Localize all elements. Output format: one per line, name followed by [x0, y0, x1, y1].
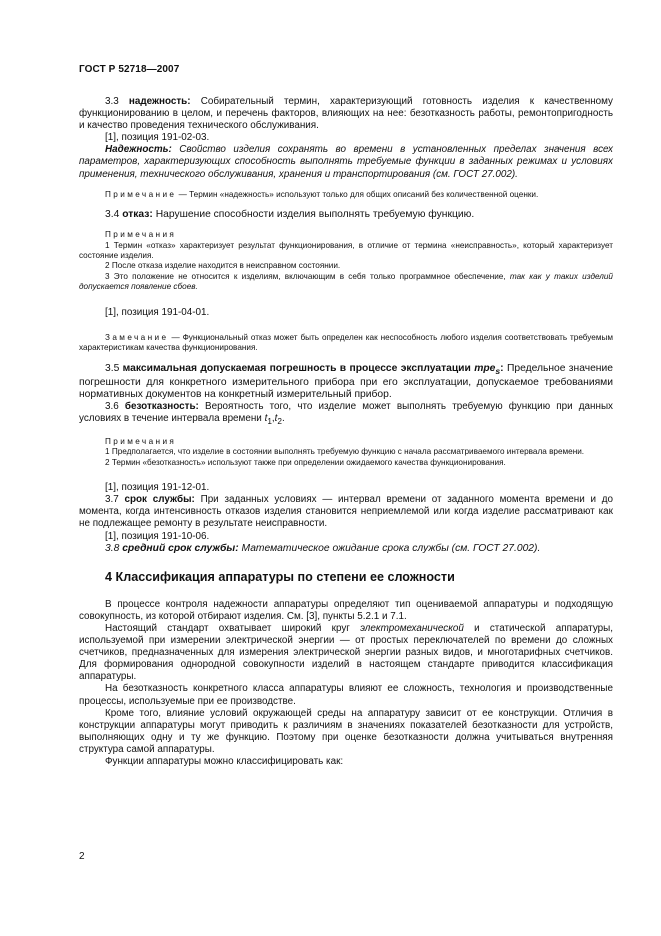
remark-text: — Функциональный отказ может быть определен как неспособность любого изделия соответствовать требуемым характеристикам качества функционирования. — [79, 332, 613, 353]
note-label: Примечание — [105, 189, 177, 199]
term-name: отказ: — [122, 209, 153, 221]
term-3-3 — [79, 96, 613, 132]
note-item: 1 Предполагается, что изделие в состоянии выполнять требуемую функцию с начала рассматриваемого интервала времени. — [105, 447, 585, 457]
term-number: 3.7 — [105, 494, 119, 506]
term-definition: При заданных условиях — интервал времени от заданного момента времени и до момента, когда интенсивность отказов изделия становится неприемлемой или когда изделие рассматривают как не подлежащее ремонту в результате неисправности. — [79, 494, 614, 530]
note-item: 2 Термин «безотказность» используют также при определении ожидаемого качества функционирования. — [105, 457, 506, 467]
time-symbol: t — [264, 412, 268, 424]
notes-block — [79, 230, 613, 292]
term-name: средний срок службы: — [122, 542, 239, 554]
note-text: 3 Это положение не относится к изделиям, включающим в себя только программное обеспечение, — [105, 271, 506, 281]
note-item: 2 После отказа изделие находится в неисправном состоянии. — [105, 261, 341, 271]
paragraph-text: и статической аппаратуры, используемой при измерении электрической энергии — от простых переключателей по времени до сложных счетчиков, предназначенных для измерения электрической энергии разных видов, и многотарифных счетчиков. Для формирования однородной совокупности изделий в настоящем стандарте приводится классификация аппаратуры. — [79, 622, 613, 683]
note-text: — Термин «надежность» используют только для общих описаний без количественной оценки. — [178, 189, 539, 199]
paragraph — [79, 623, 613, 683]
page-number: 2 — [79, 851, 85, 862]
note-italic-text: так как у таких изделий допускается появление сбоев. — [79, 271, 613, 292]
term-reference: [1], позиция 191-02-03. — [105, 132, 210, 144]
paragraph: Функции аппаратуры можно классифицировать как: — [105, 755, 344, 767]
term-definition: Собирательный термин, характеризующий готовность изделия к качественному функционированию в целом, и перечень факторов, влияющих на нее: безотказность работы, ремонтопригодность и качество проведения технического обслуживания. — [79, 96, 613, 132]
term-definition: Вероятность того, что изделие может выполнять требуемую функцию при данных условиях в течение интервала времени — [79, 400, 613, 424]
term-number: 3.3 — [105, 96, 119, 107]
term-name: максимальная допускаемая погрешность в процессе эксплуатации — [122, 362, 471, 374]
notes-label: Примечания — [105, 230, 177, 240]
term-number: 3.5 — [105, 362, 120, 374]
term-reference: [1], позиция 191-10-06. — [105, 530, 210, 542]
term-number: 3.6 — [105, 400, 119, 412]
note-block — [79, 190, 613, 200]
notes-block — [79, 437, 613, 468]
term-3-8 — [79, 543, 613, 555]
remark-block — [79, 333, 613, 354]
term-name: надежность: — [128, 96, 191, 107]
term-symbol-colon: : — [500, 362, 504, 374]
term-name: срок службы: — [124, 494, 195, 506]
period: . — [282, 412, 285, 424]
document-header: ГОСТ Р 52718—2007 — [79, 64, 180, 75]
term-3-7 — [79, 494, 613, 530]
term-definition: Предельное значение погрешности для конкретного измерительного прибора при его эксплуатации, допускаемое требованиями нормативных документов на конкретный измерительный прибор. — [79, 362, 613, 400]
term-definition: Нарушение способности изделия выполнять требуемую функцию. — [155, 209, 475, 221]
time-subscript-2: 2 — [277, 416, 282, 426]
term-3-5 — [79, 363, 613, 401]
term-name: безотказность: — [124, 400, 199, 412]
note-item — [79, 272, 613, 293]
term-symbol-subscript: s — [495, 365, 501, 376]
term-reference: [1], позиция 191-04-01. — [105, 306, 210, 318]
paragraph-italic-text: электромеханической — [360, 622, 464, 634]
term-reference: [1], позиция 191-12-01. — [105, 482, 210, 494]
term-alt-name: Надежность: — [105, 144, 172, 156]
time-separator: , — [271, 412, 275, 424]
paragraph: На безотказность конкретного класса аппаратуры влияют ее сложность, технология и производственные процессы, используемые при ее производстве. — [79, 683, 613, 707]
notes-label: Примечания — [105, 436, 177, 446]
term-3-6: 3.6 безотказность: Вероятность того, что изделие может выполнять требуемую функцию при данных условиях в течение интервала времени $t_1,t_2$. — [79, 400, 613, 426]
note-item: 1 Термин «отказ» характеризует результат функционирования, в отличие от термина «неисправность», который характеризует состояние изделия. — [79, 240, 613, 260]
page-content — [79, 96, 613, 768]
term-symbol: mpe — [474, 362, 496, 374]
time-subscript-1: 1 — [267, 416, 272, 426]
remark-label: Замечание — [105, 332, 169, 342]
paragraph-text: Настоящий стандарт охватывает широкий круг — [105, 622, 350, 634]
term-3-4 — [79, 209, 613, 221]
term-number: 3.8 — [105, 542, 120, 554]
paragraph: В процессе контроля надежности аппаратуры определяют тип оцениваемой аппаратуры и подходящую совокупность, из которой отбирают изделия. См. [3], пункты 5.2.1 и 7.1. — [79, 598, 613, 622]
paragraph: Кроме того, влияние условий окружающей среды на аппаратуру зависит от ее конструкции. Отличия в конструкции аппаратуры могут приводить к различиям в значениях показателей безотказности для устройств, выполняющих одну и ту же функцию. Поэтому при оценке безотказности должна учитываться внутренняя структура самой аппаратуры. — [79, 707, 613, 755]
term-alt-text: Свойство изделия сохранять во времени в установленных пределах значения всех параметров, характеризующих способность выполнять требуемые функции в заданных режимах и условиях применения, технического обслуживания, хранения и транспортирования (см. ГОСТ 27.002). — [79, 144, 613, 180]
term-number: 3.4 — [105, 209, 120, 221]
section-heading: 4 Классификация аппаратуры по степени ее сложности — [105, 569, 455, 584]
term-alt-definition — [79, 144, 613, 180]
term-definition: Математическое ожидание срока службы (см. ГОСТ 27.002). — [241, 542, 541, 554]
